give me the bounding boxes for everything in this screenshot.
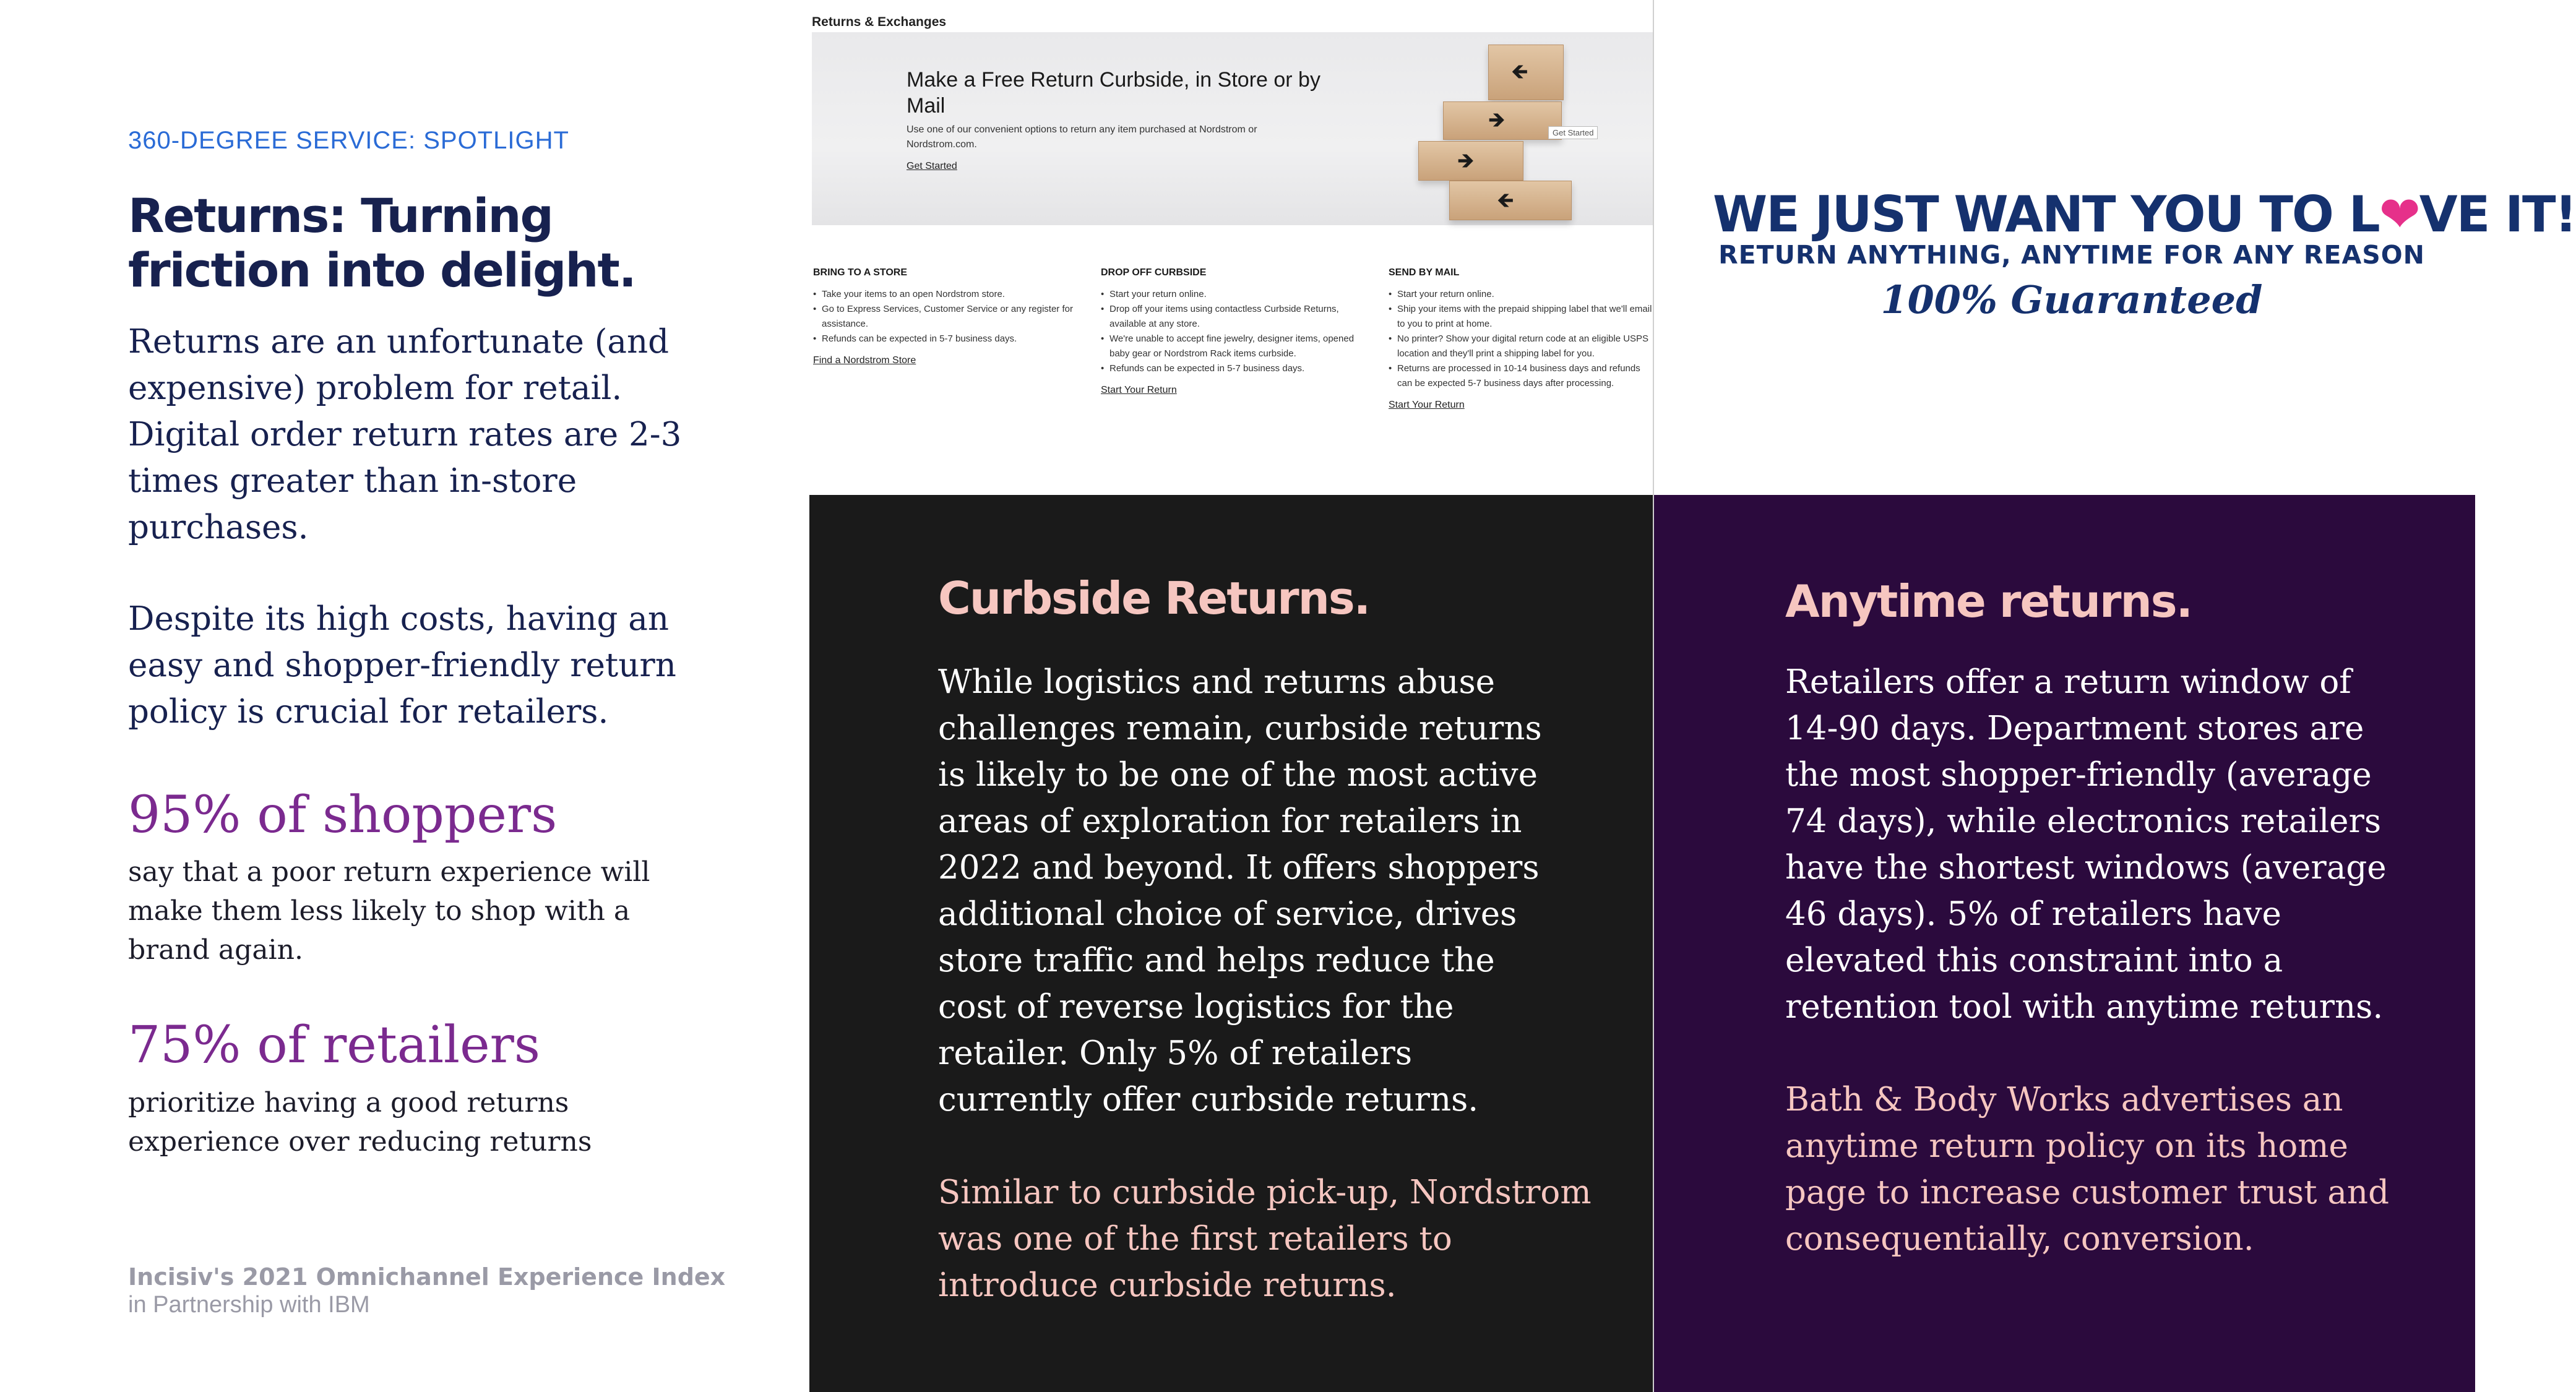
nordstrom-hero-banner xyxy=(812,32,1653,225)
section-kicker: 360-DEGREE SERVICE: SPOTLIGHT xyxy=(128,127,569,154)
stat-shoppers-value: 95% of shoppers xyxy=(128,786,558,844)
arrow-left-icon: 🡸 xyxy=(1511,59,1528,84)
page-title: Returns: Turning friction into delight. xyxy=(128,188,635,298)
column-drop-off-curbside xyxy=(1101,267,1367,396)
stat-shoppers-desc: say that a poor return experience will make them less likely to shop with a brand again. xyxy=(128,856,650,966)
nordstrom-header: Returns & Exchanges xyxy=(812,15,947,29)
curbside-title: Curbside Returns. xyxy=(938,572,1370,624)
return-anything-line: RETURN ANYTHING, ANYTIME FOR ANY REASON xyxy=(1718,240,2425,270)
anytime-body: Retailers offer a return window of 14-90 days. Department stores are the most shopper-friendly (average 74 days), while electronics retailers have the shortest windows (average 46 days). 5% of retailers have elevated this constraint into a retention tool with anytime returns. xyxy=(1785,663,2387,1026)
list-item: • Start your return online. xyxy=(1101,287,1367,302)
box-illustration xyxy=(1418,141,1523,181)
column-heading: BRING TO A STORE xyxy=(813,267,908,278)
list-item: • Go to Express Services, Customer Service or any register for assistance. xyxy=(813,302,1079,332)
start-return-link[interactable]: Start Your Return xyxy=(1389,400,1465,410)
arrow-right-icon: 🡺 xyxy=(1457,148,1475,173)
anytime-returns-panel xyxy=(1653,495,2475,1392)
love-it-text-a: WE JUST WANT YOU TO L xyxy=(1713,186,2379,243)
stat-retailers-desc: prioritize having a good returns experience over reducing returns xyxy=(128,1087,592,1158)
column-send-by-mail xyxy=(1389,267,1655,411)
hero-title: Make a Free Return Curbside, in Store or by Mail xyxy=(907,68,1320,118)
love-it-text-b: VE IT! xyxy=(2419,186,2576,243)
nordstrom-returns-screenshot xyxy=(809,0,1653,495)
box-illustration xyxy=(1488,45,1564,100)
curbside-body: While logistics and returns abuse challenges remain, curbside returns is likely to be one of the most active areas of exploration for retailers in 2022 and beyond. It offers shoppers additional choice of service, drives store traffic and helps reduce the cost of reverse logistics for the retailer. Only 5% of retailers currently offer curbside returns. xyxy=(938,663,1542,1119)
anytime-note: Bath & Body Works advertises an anytime return policy on its home page to increase customer trust and consequentially, conversion. xyxy=(1785,1081,2389,1258)
anytime-title: Anytime returns. xyxy=(1785,575,2192,627)
policy-paragraph: Despite its high costs, having an easy and shopper-friendly return policy is crucial for retailers. xyxy=(128,600,676,731)
hero-subtitle: Use one of our convenient options to return any item purchased at Nordstrom or Nordstrom.com. xyxy=(907,124,1257,150)
source-title: Incisiv's 2021 Omnichannel Experience Index xyxy=(128,1263,726,1291)
box-illustration xyxy=(1443,101,1562,140)
love-it-headline xyxy=(1713,186,2576,243)
guaranteed-script: 100% Guaranteed xyxy=(1880,277,2263,322)
find-store-link[interactable]: Find a Nordstrom Store xyxy=(813,355,916,366)
column-bring-to-store xyxy=(813,267,1079,366)
heart-icon: ❤ xyxy=(2379,186,2419,243)
bath-body-works-banner xyxy=(1653,0,2576,495)
arrow-left-icon: 🡸 xyxy=(1497,188,1514,213)
list-item: • Take your items to an open Nordstrom store. xyxy=(813,287,1079,302)
curbside-note: Similar to curbside pick-up, Nordstrom was one of the first retailers to introduce curbside returns. xyxy=(938,1174,1592,1304)
list-item: • Refunds can be expected in 5-7 business days. xyxy=(1101,361,1367,376)
intro-paragraph: Returns are an unfortunate (and expensive) problem for retail. Digital order return rates are 2-3 times greater than in-store purchases. xyxy=(128,323,682,546)
list-item: • Start your return online. xyxy=(1389,287,1655,302)
get-started-tag[interactable]: Get Started xyxy=(1548,126,1598,139)
list-item: • We're unable to accept fine jewelry, designer items, opened baby gear or Nordstrom Rack items curbside. xyxy=(1101,332,1367,361)
start-return-link[interactable]: Start Your Return xyxy=(1101,385,1177,395)
get-started-link[interactable]: Get Started xyxy=(907,161,957,171)
stat-retailers-value: 75% of retailers xyxy=(128,1016,540,1075)
source-partner: in Partnership with IBM xyxy=(128,1292,370,1318)
list-item: • No printer? Show your digital return code at an eligible USPS location and they'll print a shipping label for you. xyxy=(1389,332,1655,361)
list-item: • Ship your items with the prepaid shipping label that we'll email to you to print at home. xyxy=(1389,302,1655,332)
list-item: • Drop off your items using contactless Curbside Returns, available at any store. xyxy=(1101,302,1367,332)
box-illustration xyxy=(1449,181,1572,220)
curbside-returns-panel xyxy=(809,495,1653,1392)
column-heading: DROP OFF CURBSIDE xyxy=(1101,267,1207,278)
column-heading: SEND BY MAIL xyxy=(1389,267,1460,278)
arrow-right-icon: 🡺 xyxy=(1488,108,1506,132)
left-text-column xyxy=(0,0,809,1392)
list-item: • Returns are processed in 10-14 business days and refunds can be expected 5-7 business days after processing. xyxy=(1389,361,1655,391)
list-item: • Refunds can be expected in 5-7 business days. xyxy=(813,332,1079,346)
